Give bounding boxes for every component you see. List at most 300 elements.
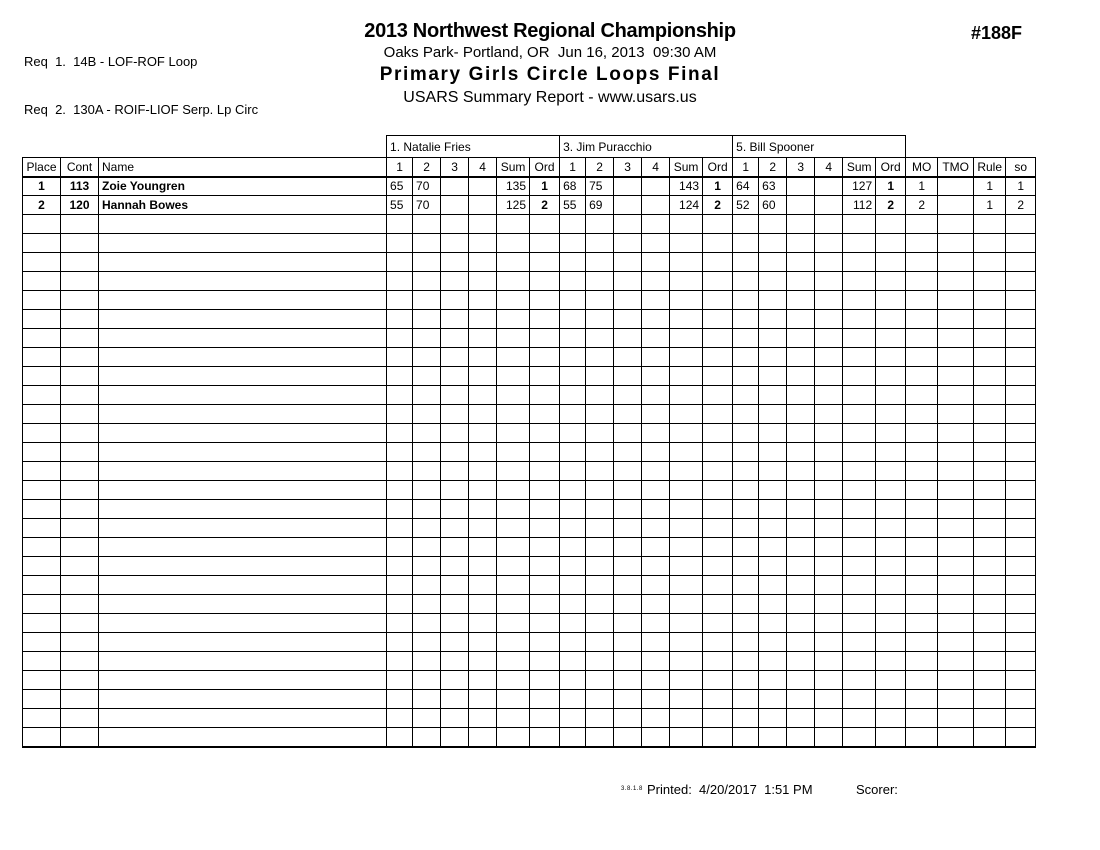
cell-score bbox=[759, 709, 787, 728]
cell-judge2-score2: 75 bbox=[586, 177, 614, 196]
cell-mo bbox=[906, 481, 938, 500]
cell-score bbox=[787, 348, 815, 367]
cell-sum bbox=[843, 215, 876, 234]
cell-sum bbox=[670, 481, 703, 500]
cell-tmo bbox=[938, 576, 974, 595]
cell-score bbox=[733, 595, 759, 614]
cell-score bbox=[642, 215, 670, 234]
cell-sum bbox=[670, 367, 703, 386]
cell-score bbox=[614, 234, 642, 253]
cell-sum bbox=[843, 424, 876, 443]
cell-score bbox=[787, 538, 815, 557]
cell-tmo bbox=[938, 367, 974, 386]
cell-judge1-score4 bbox=[469, 196, 497, 215]
cell-score bbox=[642, 652, 670, 671]
cell-ord bbox=[530, 291, 560, 310]
cell-score bbox=[469, 728, 497, 747]
column-header-cont: Cont bbox=[61, 158, 99, 177]
empty-row bbox=[23, 215, 1036, 234]
cell-so bbox=[1006, 709, 1036, 728]
cell-rule bbox=[974, 633, 1006, 652]
cell-judge2-score3 bbox=[614, 177, 642, 196]
cell-sum bbox=[670, 614, 703, 633]
judge-header-3: 5. Bill Spooner bbox=[733, 136, 906, 158]
cell-ord bbox=[876, 443, 906, 462]
cell-name bbox=[99, 310, 387, 329]
cell-sum bbox=[843, 443, 876, 462]
cell-so bbox=[1006, 291, 1036, 310]
cell-name bbox=[99, 633, 387, 652]
cell-score bbox=[759, 671, 787, 690]
empty-row bbox=[23, 462, 1036, 481]
cell-score bbox=[413, 291, 441, 310]
cell-ord bbox=[703, 405, 733, 424]
cell-so bbox=[1006, 348, 1036, 367]
cell-score bbox=[787, 234, 815, 253]
cell-so bbox=[1006, 614, 1036, 633]
cell-name bbox=[99, 595, 387, 614]
cell-ord bbox=[876, 348, 906, 367]
cell-score bbox=[413, 633, 441, 652]
cell-score bbox=[614, 481, 642, 500]
cell-place bbox=[23, 253, 61, 272]
cell-sum bbox=[670, 215, 703, 234]
cell-sum bbox=[497, 386, 530, 405]
cell-score bbox=[614, 291, 642, 310]
cell-score bbox=[586, 538, 614, 557]
cell-sum bbox=[843, 481, 876, 500]
cell-ord bbox=[876, 405, 906, 424]
cell-so bbox=[1006, 557, 1036, 576]
column-header-judge3-3: 3 bbox=[787, 158, 815, 177]
cell-name bbox=[99, 519, 387, 538]
cell-so: 2 bbox=[1006, 196, 1036, 215]
cell-score bbox=[560, 519, 586, 538]
cell-score bbox=[560, 386, 586, 405]
cell-score bbox=[759, 481, 787, 500]
cell-cont bbox=[61, 481, 99, 500]
cell-score bbox=[586, 500, 614, 519]
cell-score bbox=[759, 234, 787, 253]
cell-sum bbox=[670, 728, 703, 747]
empty-row bbox=[23, 671, 1036, 690]
cell-score bbox=[614, 215, 642, 234]
cell-ord bbox=[876, 709, 906, 728]
cell-rule bbox=[974, 253, 1006, 272]
cell-name: Hannah Bowes bbox=[99, 196, 387, 215]
cell-judge3-ord: 1 bbox=[876, 177, 906, 196]
cell-score bbox=[469, 519, 497, 538]
cell-sum bbox=[497, 728, 530, 747]
cell-score bbox=[815, 500, 843, 519]
cell-score bbox=[733, 481, 759, 500]
cell-score bbox=[413, 234, 441, 253]
requirement-2: Req 2. 130A - ROIF-LIOF Serp. Lp Circ bbox=[24, 102, 259, 117]
cell-place bbox=[23, 576, 61, 595]
cell-score bbox=[815, 652, 843, 671]
empty-row bbox=[23, 424, 1036, 443]
cell-ord bbox=[703, 728, 733, 747]
cell-ord bbox=[876, 671, 906, 690]
cell-score bbox=[387, 614, 413, 633]
cell-score bbox=[759, 595, 787, 614]
cell-score bbox=[413, 386, 441, 405]
cell-judge3-score3 bbox=[787, 196, 815, 215]
cell-score bbox=[787, 386, 815, 405]
cell-sum bbox=[843, 405, 876, 424]
cell-ord bbox=[703, 614, 733, 633]
cell-score bbox=[387, 234, 413, 253]
cell-place: 1 bbox=[23, 177, 61, 196]
cell-place bbox=[23, 633, 61, 652]
cell-score bbox=[614, 576, 642, 595]
cell-sum bbox=[670, 462, 703, 481]
cell-ord bbox=[530, 272, 560, 291]
cell-score bbox=[815, 348, 843, 367]
column-header-judge3-1: 1 bbox=[733, 158, 759, 177]
cell-ord bbox=[530, 633, 560, 652]
cell-score bbox=[560, 348, 586, 367]
cell-tmo bbox=[938, 614, 974, 633]
cell-score bbox=[413, 424, 441, 443]
cell-score bbox=[441, 386, 469, 405]
cell-score bbox=[614, 557, 642, 576]
cell-sum bbox=[670, 519, 703, 538]
cell-so bbox=[1006, 386, 1036, 405]
cell-score bbox=[642, 538, 670, 557]
cell-judge3-ord: 2 bbox=[876, 196, 906, 215]
cell-judge1-sum: 125 bbox=[497, 196, 530, 215]
judge-row-right-spacer bbox=[906, 136, 1036, 158]
cell-judge1-score1: 55 bbox=[387, 196, 413, 215]
cell-score bbox=[759, 310, 787, 329]
empty-row bbox=[23, 709, 1036, 728]
cell-score bbox=[469, 500, 497, 519]
cell-ord bbox=[876, 500, 906, 519]
cell-tmo bbox=[938, 386, 974, 405]
cell-ord bbox=[876, 690, 906, 709]
cell-score bbox=[560, 215, 586, 234]
cell-score bbox=[614, 310, 642, 329]
cell-ord bbox=[703, 272, 733, 291]
cell-score bbox=[441, 348, 469, 367]
cell-name bbox=[99, 291, 387, 310]
cell-cont bbox=[61, 500, 99, 519]
cell-score bbox=[815, 462, 843, 481]
cell-ord bbox=[703, 690, 733, 709]
cell-mo bbox=[906, 386, 938, 405]
cell-tmo bbox=[938, 652, 974, 671]
cell-place bbox=[23, 310, 61, 329]
cell-score bbox=[586, 633, 614, 652]
cell-score bbox=[733, 500, 759, 519]
cell-sum bbox=[843, 614, 876, 633]
cell-sum bbox=[843, 367, 876, 386]
cell-cont bbox=[61, 272, 99, 291]
cell-score bbox=[787, 633, 815, 652]
cell-ord bbox=[530, 557, 560, 576]
cell-cont bbox=[61, 329, 99, 348]
cell-ord bbox=[876, 329, 906, 348]
cell-score bbox=[387, 367, 413, 386]
cell-sum bbox=[670, 405, 703, 424]
cell-so bbox=[1006, 310, 1036, 329]
cell-score bbox=[586, 671, 614, 690]
cell-place bbox=[23, 215, 61, 234]
cell-score bbox=[469, 234, 497, 253]
cell-mo bbox=[906, 633, 938, 652]
cell-score bbox=[387, 538, 413, 557]
cell-score bbox=[586, 614, 614, 633]
cell-mo bbox=[906, 424, 938, 443]
cell-score bbox=[642, 500, 670, 519]
cell-cont bbox=[61, 253, 99, 272]
cell-score bbox=[787, 443, 815, 462]
cell-sum bbox=[497, 538, 530, 557]
cell-so bbox=[1006, 234, 1036, 253]
cell-score bbox=[733, 576, 759, 595]
cell-score bbox=[413, 272, 441, 291]
cell-score bbox=[614, 519, 642, 538]
cell-score bbox=[759, 500, 787, 519]
cell-rule bbox=[974, 709, 1006, 728]
cell-score bbox=[441, 633, 469, 652]
cell-score bbox=[733, 215, 759, 234]
cell-tmo bbox=[938, 348, 974, 367]
cell-name bbox=[99, 481, 387, 500]
cell-name bbox=[99, 367, 387, 386]
cell-score bbox=[733, 633, 759, 652]
cell-score bbox=[560, 728, 586, 747]
cell-score bbox=[387, 690, 413, 709]
cell-score bbox=[586, 386, 614, 405]
cell-ord bbox=[876, 291, 906, 310]
printed-label: Printed: bbox=[647, 782, 692, 797]
cell-judge3-score2: 60 bbox=[759, 196, 787, 215]
cell-score bbox=[469, 709, 497, 728]
cell-score bbox=[733, 348, 759, 367]
cell-name bbox=[99, 272, 387, 291]
cell-score bbox=[560, 329, 586, 348]
cell-score bbox=[642, 310, 670, 329]
empty-row bbox=[23, 272, 1036, 291]
cell-score bbox=[733, 443, 759, 462]
cell-sum bbox=[670, 709, 703, 728]
cell-score bbox=[441, 234, 469, 253]
cell-ord bbox=[876, 310, 906, 329]
cell-score bbox=[387, 253, 413, 272]
cell-place bbox=[23, 462, 61, 481]
cell-score bbox=[787, 557, 815, 576]
cell-rule: 1 bbox=[974, 177, 1006, 196]
cell-ord bbox=[530, 652, 560, 671]
cell-ord bbox=[530, 215, 560, 234]
cell-score bbox=[560, 557, 586, 576]
cell-score bbox=[441, 595, 469, 614]
cell-so bbox=[1006, 462, 1036, 481]
cell-ord bbox=[530, 386, 560, 405]
cell-sum bbox=[670, 386, 703, 405]
cell-ord bbox=[703, 671, 733, 690]
cell-score bbox=[413, 519, 441, 538]
cell-judge2-score3 bbox=[614, 196, 642, 215]
cell-sum bbox=[497, 424, 530, 443]
column-header-judge1-sum: Sum bbox=[497, 158, 530, 177]
cell-score bbox=[733, 728, 759, 747]
cell-score bbox=[413, 405, 441, 424]
cell-so bbox=[1006, 500, 1036, 519]
cell-score bbox=[787, 215, 815, 234]
cell-score bbox=[413, 538, 441, 557]
cell-sum bbox=[670, 272, 703, 291]
cell-score bbox=[586, 310, 614, 329]
cell-sum bbox=[670, 538, 703, 557]
cell-rule bbox=[974, 234, 1006, 253]
empty-row bbox=[23, 253, 1036, 272]
empty-row bbox=[23, 329, 1036, 348]
cell-score bbox=[413, 557, 441, 576]
cell-judge3-score1: 64 bbox=[733, 177, 759, 196]
cell-place bbox=[23, 538, 61, 557]
cell-ord bbox=[530, 367, 560, 386]
cell-mo bbox=[906, 443, 938, 462]
cell-name: Zoie Youngren bbox=[99, 177, 387, 196]
cell-score bbox=[469, 386, 497, 405]
cell-score bbox=[759, 728, 787, 747]
cell-cont bbox=[61, 348, 99, 367]
cell-tmo bbox=[938, 234, 974, 253]
column-header-judge1-3: 3 bbox=[441, 158, 469, 177]
cell-so bbox=[1006, 652, 1036, 671]
cell-rule bbox=[974, 329, 1006, 348]
cell-score bbox=[733, 614, 759, 633]
cell-sum bbox=[497, 633, 530, 652]
cell-score bbox=[586, 728, 614, 747]
cell-tmo bbox=[938, 291, 974, 310]
cell-sum bbox=[497, 557, 530, 576]
cell-score bbox=[815, 614, 843, 633]
empty-row bbox=[23, 367, 1036, 386]
cell-score bbox=[413, 652, 441, 671]
cell-score bbox=[560, 652, 586, 671]
column-header-judge1-4: 4 bbox=[469, 158, 497, 177]
cell-sum bbox=[497, 690, 530, 709]
cell-ord bbox=[876, 576, 906, 595]
competitor-row bbox=[23, 196, 1036, 215]
cell-score bbox=[441, 405, 469, 424]
cell-sum bbox=[843, 462, 876, 481]
cell-score bbox=[642, 367, 670, 386]
cell-score bbox=[387, 272, 413, 291]
cell-score bbox=[560, 500, 586, 519]
cell-rule bbox=[974, 405, 1006, 424]
cell-score bbox=[815, 633, 843, 652]
cell-score bbox=[441, 690, 469, 709]
cell-sum bbox=[843, 633, 876, 652]
cell-score bbox=[642, 671, 670, 690]
cell-score bbox=[642, 462, 670, 481]
cell-cont bbox=[61, 576, 99, 595]
championship-title: 2013 Northwest Regional Championship bbox=[364, 20, 736, 42]
cell-ord bbox=[530, 595, 560, 614]
score-table bbox=[22, 135, 1036, 748]
cell-cont bbox=[61, 595, 99, 614]
cell-tmo bbox=[938, 272, 974, 291]
cell-score bbox=[413, 614, 441, 633]
cell-score bbox=[787, 405, 815, 424]
cell-score bbox=[733, 253, 759, 272]
column-header-judge1-1: 1 bbox=[387, 158, 413, 177]
cell-mo bbox=[906, 215, 938, 234]
cell-so bbox=[1006, 253, 1036, 272]
cell-score bbox=[642, 614, 670, 633]
cell-ord bbox=[703, 519, 733, 538]
column-header-mo: MO bbox=[906, 158, 938, 177]
cell-judge1-ord: 1 bbox=[530, 177, 560, 196]
cell-rule bbox=[974, 215, 1006, 234]
cell-so bbox=[1006, 671, 1036, 690]
empty-row bbox=[23, 405, 1036, 424]
cell-cont bbox=[61, 671, 99, 690]
cell-score bbox=[642, 595, 670, 614]
cell-score bbox=[642, 291, 670, 310]
cell-place bbox=[23, 348, 61, 367]
cell-sum bbox=[843, 595, 876, 614]
cell-score bbox=[787, 272, 815, 291]
cell-sum bbox=[497, 310, 530, 329]
cell-score bbox=[614, 595, 642, 614]
cell-score bbox=[441, 253, 469, 272]
cell-score bbox=[441, 652, 469, 671]
cell-sum bbox=[843, 690, 876, 709]
cell-score bbox=[787, 709, 815, 728]
cell-judge1-sum: 135 bbox=[497, 177, 530, 196]
competitor-row bbox=[23, 177, 1036, 196]
cell-score bbox=[560, 538, 586, 557]
cell-judge3-sum: 127 bbox=[843, 177, 876, 196]
cell-ord bbox=[876, 728, 906, 747]
cell-score bbox=[441, 671, 469, 690]
cell-sum bbox=[670, 291, 703, 310]
cell-score bbox=[733, 671, 759, 690]
cell-ord bbox=[530, 690, 560, 709]
cell-score bbox=[560, 291, 586, 310]
cell-score bbox=[586, 424, 614, 443]
cell-score bbox=[441, 443, 469, 462]
cell-sum bbox=[670, 329, 703, 348]
cell-sum bbox=[497, 652, 530, 671]
cell-score bbox=[441, 424, 469, 443]
cell-tmo bbox=[938, 595, 974, 614]
cell-cont bbox=[61, 728, 99, 747]
cell-name bbox=[99, 386, 387, 405]
empty-row bbox=[23, 234, 1036, 253]
cell-score bbox=[614, 386, 642, 405]
cell-score bbox=[441, 557, 469, 576]
cell-score bbox=[787, 329, 815, 348]
cell-score bbox=[560, 310, 586, 329]
cell-score bbox=[413, 443, 441, 462]
cell-score bbox=[560, 424, 586, 443]
cell-sum bbox=[843, 253, 876, 272]
cell-sum bbox=[497, 291, 530, 310]
cell-rule bbox=[974, 310, 1006, 329]
cell-score bbox=[387, 386, 413, 405]
cell-score bbox=[642, 519, 670, 538]
cell-score bbox=[733, 709, 759, 728]
cell-ord bbox=[876, 253, 906, 272]
cell-so bbox=[1006, 481, 1036, 500]
